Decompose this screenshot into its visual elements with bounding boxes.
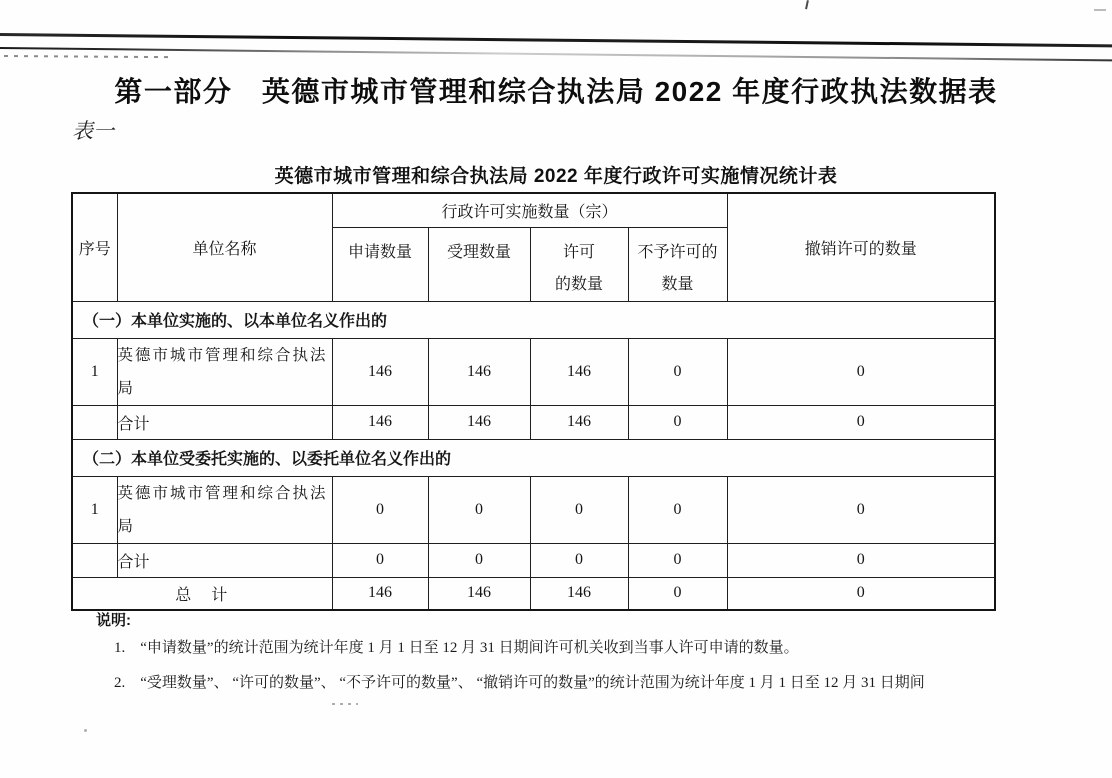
revoked-count-cell: 0	[727, 476, 995, 543]
denied-total-cell: 0	[628, 577, 727, 610]
scan-line-artifact-second	[0, 47, 1112, 61]
scan-dots-artifact	[4, 55, 172, 58]
scan-line-artifact-top	[0, 33, 1112, 47]
section1-title: （一）本单位实施的、以本单位名义作出的	[72, 301, 995, 338]
col-header-denied	[628, 227, 727, 301]
seq-cell: 1	[72, 476, 117, 543]
header-row-group	[72, 193, 995, 227]
col-header-granted	[530, 227, 628, 301]
denied-count-cell: 0	[628, 476, 727, 543]
section2-data-row	[72, 476, 995, 543]
revoked-count-cell: 0	[727, 405, 995, 439]
granted-count-cell: 146	[530, 338, 628, 405]
seq-cell-empty	[72, 543, 117, 577]
permit-statistics-table	[71, 192, 996, 611]
col-header-denied-line2: 数量	[661, 275, 694, 293]
apply-count-cell: 0	[332, 543, 428, 577]
apply-count-cell: 146	[332, 338, 428, 405]
accept-total-cell: 146	[428, 577, 530, 610]
unit-name-cell: 英德市城市管理和综合执法局	[117, 476, 332, 543]
granted-count-cell: 0	[530, 476, 628, 543]
seq-cell-empty	[72, 405, 117, 439]
revoked-count-cell: 0	[727, 543, 995, 577]
accept-count-cell: 146	[428, 405, 530, 439]
unit-name-cell: 英德市城市管理和综合执法局	[117, 338, 332, 405]
accept-count-cell: 0	[428, 543, 530, 577]
section1-title-row	[72, 301, 995, 338]
col-header-accept: 受理数量	[428, 227, 530, 301]
granted-count-cell: 146	[530, 405, 628, 439]
document-title: 第一部分 英德市城市管理和综合执法局 2022 年度行政执法数据表	[114, 76, 998, 107]
col-header-apply: 申请数量	[332, 227, 428, 301]
scan-tick-artifact	[805, 0, 809, 9]
accept-count-cell: 0	[428, 476, 530, 543]
col-header-revoked: 撤销许可的数量	[727, 193, 995, 301]
revoked-total-cell: 0	[727, 577, 995, 610]
col-header-granted-line1: 许可	[562, 243, 595, 261]
section1-subtotal-row	[72, 405, 995, 439]
col-header-permit-group: 行政许可实施数量（宗）	[332, 193, 727, 227]
subtotal-label-cell: 合计	[117, 405, 332, 439]
scan-speck-bottom-left	[84, 729, 87, 732]
notes-heading: 说明:	[96, 612, 131, 629]
denied-count-cell: 0	[628, 405, 727, 439]
col-header-denied-line1: 不予许可的	[637, 243, 718, 261]
section2-title: （二）本单位受委托实施的、以委托单位名义作出的	[72, 439, 995, 476]
denied-count-cell: 0	[628, 543, 727, 577]
note-item-2: 2. “受理数量”、 “许可的数量”、 “不予许可的数量”、 “撤销许可的数量”的统计范围为统计年度 1 月 1 日至 12 月 31 日期间	[114, 675, 925, 691]
grand-total-row	[72, 577, 995, 610]
apply-count-cell: 0	[332, 476, 428, 543]
seq-cell: 1	[72, 338, 117, 405]
apply-count-cell: 146	[332, 405, 428, 439]
granted-total-cell: 146	[530, 577, 628, 610]
col-header-seq: 序号	[72, 193, 117, 301]
accept-count-cell: 146	[428, 338, 530, 405]
table-title: 英德市城市管理和综合执法局 2022 年度行政许可实施情况统计表	[274, 166, 838, 187]
section2-subtotal-row	[72, 543, 995, 577]
scan-speck-top-right	[1094, 9, 1106, 11]
col-header-granted-line2: 的数量	[554, 275, 603, 293]
denied-count-cell: 0	[628, 338, 727, 405]
granted-count-cell: 0	[530, 543, 628, 577]
scan-speck-bottom-center	[332, 703, 358, 705]
subtotal-label-cell: 合计	[117, 543, 332, 577]
table-number-label: 表一	[72, 119, 114, 143]
grand-total-label: 总 计	[72, 577, 332, 610]
revoked-count-cell: 0	[727, 338, 995, 405]
section2-title-row	[72, 439, 995, 476]
section1-data-row	[72, 338, 995, 405]
note-item-1: 1. “申请数量”的统计范围为统计年度 1 月 1 日至 12 月 31 日期间许可机关收到当事人许可申请的数量。	[114, 640, 799, 656]
col-header-unit-name: 单位名称	[117, 193, 332, 301]
apply-total-cell: 146	[332, 577, 428, 610]
